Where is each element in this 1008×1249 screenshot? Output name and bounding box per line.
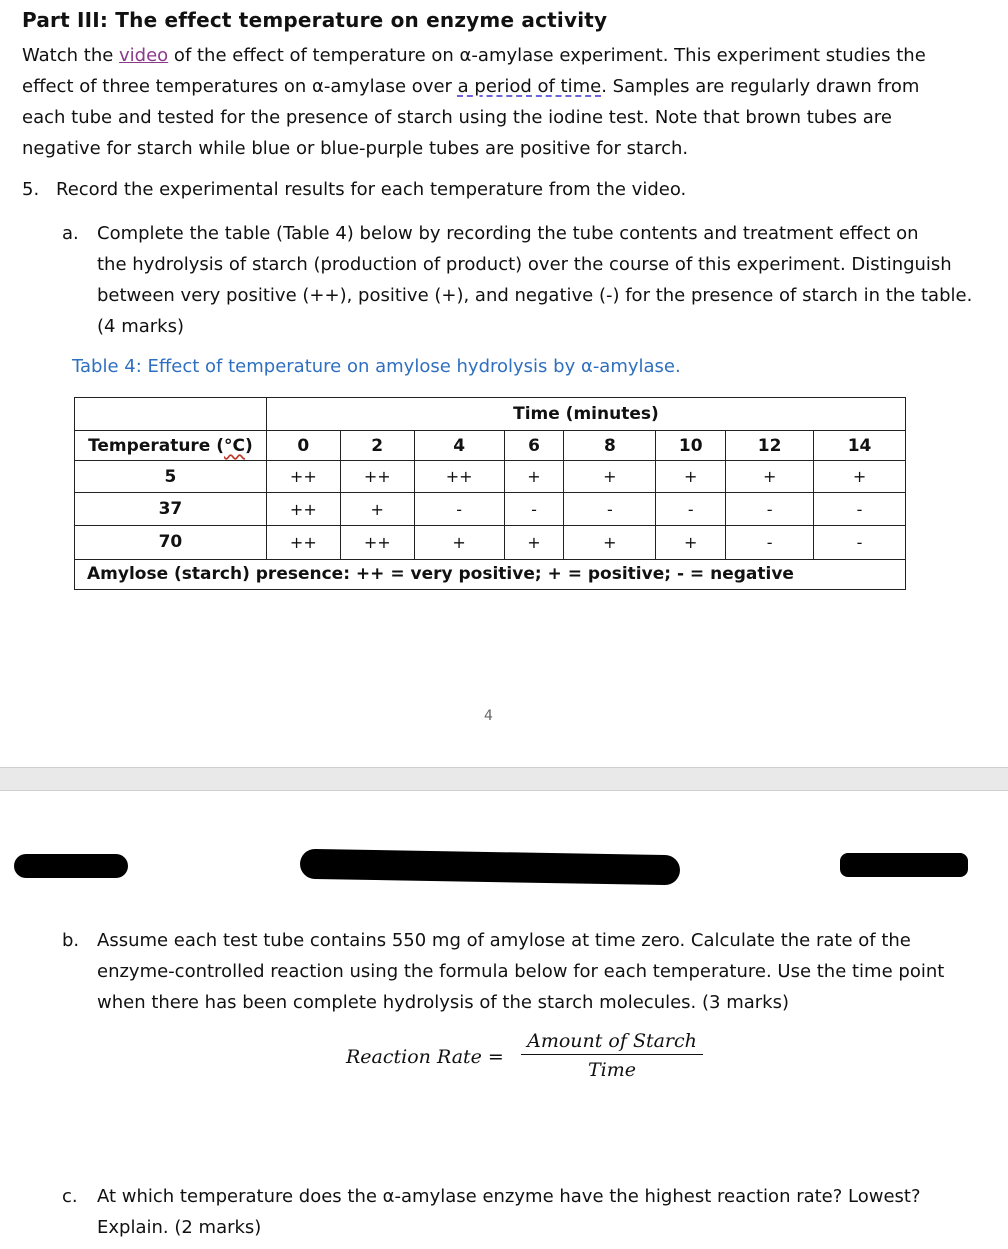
temperature-cell: 70 xyxy=(75,525,267,559)
formula-numerator: Amount of Starch xyxy=(521,1030,703,1055)
result-cell: ++ xyxy=(414,461,504,493)
result-cell: + xyxy=(656,525,726,559)
time-cell: 12 xyxy=(726,431,814,461)
question-line: between very positive (++), positive (+), and negative (-) for the presence of starch in the table. xyxy=(97,285,973,306)
result-cell: + xyxy=(414,525,504,559)
table-row xyxy=(75,461,906,493)
question-label: c. xyxy=(62,1186,78,1207)
result-cell: - xyxy=(656,493,726,525)
intro-text: of the effect of temperature on α-amylase experiment. This experiment studies the xyxy=(168,45,926,66)
result-cell: + xyxy=(726,461,814,493)
redaction-mark xyxy=(300,849,680,886)
page-separator xyxy=(0,767,1008,791)
formula-denominator: Time xyxy=(587,1059,636,1081)
time-cell: 4 xyxy=(414,431,504,461)
question-body xyxy=(97,1181,921,1243)
result-cell: + xyxy=(340,493,414,525)
result-cell: ++ xyxy=(266,493,340,525)
question-line: At which temperature does the α-amylase enzyme have the highest reaction rate? Lowest? xyxy=(97,1186,921,1207)
temperature-cell: 5 xyxy=(75,461,267,493)
result-cell: ++ xyxy=(340,461,414,493)
video-link[interactable]: video xyxy=(119,45,169,66)
part-heading: Part III: The effect temperature on enzyme activity xyxy=(22,8,608,32)
question-number: 5. xyxy=(22,179,40,200)
intro-text: Watch the xyxy=(22,45,120,66)
table-row xyxy=(75,493,906,525)
time-cell: 0 xyxy=(266,431,340,461)
question-5 xyxy=(22,176,686,204)
results-table xyxy=(74,397,906,590)
intro-line-4: negative for starch while blue or blue-purple tubes are positive for starch. xyxy=(22,138,689,159)
time-header: Time (minutes) xyxy=(266,398,905,431)
formula-lhs: Reaction Rate = xyxy=(346,1046,504,1068)
question-line: Explain. (2 marks) xyxy=(97,1217,262,1238)
result-cell: ++ xyxy=(266,461,340,493)
result-cell: + xyxy=(814,461,906,493)
temperature-cell: 37 xyxy=(75,493,267,525)
result-cell: ++ xyxy=(266,525,340,559)
table-row xyxy=(75,525,906,559)
table-legend: Amylose (starch) presence: ++ = very positive; + = positive; - = negative xyxy=(75,559,906,589)
temperature-unit: °C xyxy=(224,435,246,456)
time-header-row xyxy=(75,398,906,431)
result-cell: - xyxy=(564,493,656,525)
result-cell: - xyxy=(814,493,906,525)
question-body xyxy=(97,925,944,1018)
intro-text: effect of three temperatures on α-amylase over xyxy=(22,76,458,97)
result-cell: - xyxy=(414,493,504,525)
result-cell: + xyxy=(504,525,564,559)
result-cell: - xyxy=(726,525,814,559)
result-cell: - xyxy=(726,493,814,525)
question-line: (4 marks) xyxy=(97,316,184,337)
time-cell: 6 xyxy=(504,431,564,461)
intro-paragraph xyxy=(22,40,982,164)
temperature-header-text: ) xyxy=(245,435,253,456)
question-line: when there has been complete hydrolysis of the starch molecules. (3 marks) xyxy=(97,992,789,1013)
result-cell: - xyxy=(504,493,564,525)
time-cell: 8 xyxy=(564,431,656,461)
formula-fraction xyxy=(521,1030,703,1081)
result-cell: ++ xyxy=(340,525,414,559)
question-label: b. xyxy=(62,930,80,951)
legend-row xyxy=(75,559,906,589)
question-text: Record the experimental results for each temperature from the video. xyxy=(56,179,687,200)
question-label: a. xyxy=(62,223,79,244)
redaction-mark xyxy=(14,854,128,878)
question-line: the hydrolysis of starch (production of product) over the course of this experiment. Distinguish xyxy=(97,254,952,275)
time-values-row xyxy=(75,431,906,461)
question-body xyxy=(97,218,972,342)
result-cell: + xyxy=(656,461,726,493)
time-cell: 2 xyxy=(340,431,414,461)
result-cell: + xyxy=(504,461,564,493)
temperature-header-text: Temperature ( xyxy=(88,435,225,456)
intro-line-3: each tube and tested for the presence of starch using the iodine test. Note that brown tubes are xyxy=(22,107,892,128)
intro-text: . Samples are regularly drawn from xyxy=(601,76,920,97)
period-of-time-text: a period of time xyxy=(457,76,602,97)
temperature-header xyxy=(75,431,267,461)
intro-line-1 xyxy=(22,40,982,71)
page-number: 4 xyxy=(484,708,493,724)
redaction-mark xyxy=(840,853,968,877)
blank-corner-cell xyxy=(75,398,267,431)
question-line: enzyme-controlled reaction using the formula below for each temperature. Use the time point xyxy=(97,961,945,982)
time-cell: 14 xyxy=(814,431,906,461)
question-line: Complete the table (Table 4) below by recording the tube contents and treatment effect on xyxy=(97,223,919,244)
table-caption: Table 4: Effect of temperature on amylose hydrolysis by α-amylase. xyxy=(72,356,681,377)
result-cell: + xyxy=(564,525,656,559)
time-cell: 10 xyxy=(656,431,726,461)
result-cell: - xyxy=(814,525,906,559)
question-line: Assume each test tube contains 550 mg of amylose at time zero. Calculate the rate of the xyxy=(97,930,911,951)
intro-line-2 xyxy=(22,71,982,102)
result-cell: + xyxy=(564,461,656,493)
